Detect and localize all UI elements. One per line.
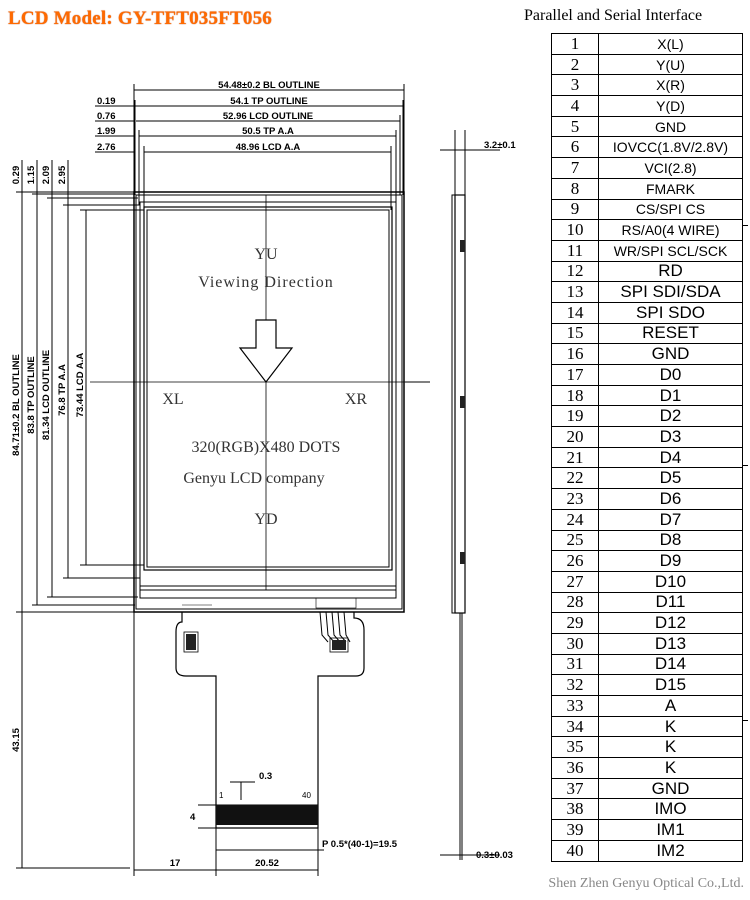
pin-number: 27: [552, 571, 599, 592]
screen-label-xr: XR: [344, 391, 368, 408]
pin-number: 32: [552, 675, 599, 696]
viewing-direction-arrow: [240, 320, 292, 382]
pin-row: [552, 54, 743, 75]
pin-row: [552, 137, 743, 158]
pin-signal: IM1: [599, 820, 743, 841]
pin-number: 4: [552, 96, 599, 117]
screen-label-company: Genyu LCD company: [183, 470, 325, 487]
pin-signal: VCI(2.8): [599, 158, 743, 179]
pin-number: 9: [552, 199, 599, 220]
pin-signal: IMO: [599, 799, 743, 820]
pin-number: 1: [552, 34, 599, 55]
pin-number: 21: [552, 447, 599, 468]
pin-row: [552, 468, 743, 489]
interface-title: Parallel and Serial Interface: [524, 7, 703, 24]
dim-contact-length: 4: [190, 812, 196, 823]
dim-fpc-length: 43.15: [11, 728, 22, 752]
pin-number: 17: [552, 365, 599, 386]
dim-lcd-aa-width: 48.96 LCD A.A: [235, 142, 301, 153]
pin-row: [552, 365, 743, 386]
pin-signal: D14: [599, 654, 743, 675]
pin-row: [552, 199, 743, 220]
pin-row: [552, 302, 743, 323]
pin-row: [552, 696, 743, 717]
dim-left-v2: 1.15: [26, 165, 37, 185]
pin-number: 34: [552, 716, 599, 737]
pin-row: [552, 427, 743, 448]
pin-row: [552, 447, 743, 468]
pin-number: 16: [552, 344, 599, 365]
dim-offset-4: 2.76: [97, 142, 116, 153]
pin-row: [552, 840, 743, 861]
pin-row: [552, 323, 743, 344]
pin-number: 19: [552, 406, 599, 427]
screen-label-viewing-direction: Viewing Direction: [198, 274, 334, 291]
dim-tp-aa-width: 50.5 TP A.A: [242, 126, 294, 137]
pin-signal: D0: [599, 365, 743, 386]
pin-number: 6: [552, 137, 599, 158]
pin-number: 33: [552, 696, 599, 717]
pin-row: [552, 737, 743, 758]
pin-signal: D12: [599, 613, 743, 634]
dim-tp-outline-width: 54.1 TP OUTLINE: [230, 96, 308, 107]
dim-lcd-outline-width: 52.96 LCD OUTLINE: [222, 111, 314, 122]
pin-number: 31: [552, 654, 599, 675]
dim-tp-outline-height: 83.8 TP OUTLINE: [26, 356, 37, 434]
pin-number: 15: [552, 323, 599, 344]
screen-label-resolution: 320(RGB)X480 DOTS: [191, 439, 341, 456]
pin-row: [552, 240, 743, 261]
pin-signal: IOVCC(1.8V/2.8V): [599, 137, 743, 158]
screen-label-yd: YD: [254, 511, 278, 528]
screen-label-xl: XL: [162, 391, 184, 408]
pin-row: [552, 716, 743, 737]
pin-number: 23: [552, 489, 599, 510]
dim-fpc-thickness: 0.3±0.03: [476, 850, 513, 861]
pin-signal: D13: [599, 633, 743, 654]
dim-left-v4: 2.95: [57, 165, 68, 185]
pin-number: 37: [552, 778, 599, 799]
pin-first-label: 1: [219, 791, 224, 800]
pin-row: [552, 220, 743, 241]
pin-signal: X(R): [599, 75, 743, 96]
pin-signal: Y(U): [599, 54, 743, 75]
pin-number: 20: [552, 427, 599, 448]
pin-signal: CS/SPI CS: [599, 199, 743, 220]
pin-signal: D2: [599, 406, 743, 427]
pin-signal: RD: [599, 261, 743, 282]
pin-number: 8: [552, 178, 599, 199]
pin-number: 10: [552, 220, 599, 241]
pin-number: 22: [552, 468, 599, 489]
pin-number: 5: [552, 116, 599, 137]
pin-number: 11: [552, 240, 599, 261]
pin-signal: Y(D): [599, 96, 743, 117]
dim-bl-outline-width: 54.48±0.2 BL OUTLINE: [218, 80, 320, 91]
pin-row: [552, 261, 743, 282]
dim-left-v1: 0.29: [11, 165, 22, 185]
pin-signal: SPI SDO: [599, 302, 743, 323]
pin-signal: X(L): [599, 34, 743, 55]
pin-row: [552, 551, 743, 572]
pin-number: 35: [552, 737, 599, 758]
pin-signal: GND: [599, 344, 743, 365]
pin-signal: D4: [599, 447, 743, 468]
pin-signal: K: [599, 737, 743, 758]
screen-label-yu: YU: [254, 246, 278, 263]
pin-number: 30: [552, 633, 599, 654]
pin-number: 25: [552, 530, 599, 551]
pin-signal: GND: [599, 116, 743, 137]
dim-offset-1: 0.19: [97, 96, 116, 107]
fpc-contacts: [216, 805, 318, 825]
footer-company: Shen Zhen Genyu Optical Co.,Ltd.: [548, 876, 744, 891]
pin-row: [552, 34, 743, 55]
pin-signal: D11: [599, 592, 743, 613]
dim-pin-width: 0.3: [259, 771, 273, 782]
pin-number: 28: [552, 592, 599, 613]
pin-number: 18: [552, 385, 599, 406]
pin-number: 29: [552, 613, 599, 634]
dim-offset-2: 0.76: [97, 111, 116, 122]
pin-signal: D10: [599, 571, 743, 592]
pin-signal: D15: [599, 675, 743, 696]
pin-row: [552, 96, 743, 117]
pin-signal: D3: [599, 427, 743, 448]
pin-number: 14: [552, 302, 599, 323]
pin-signal: SPI SDI/SDA: [599, 282, 743, 303]
pin-signal: D9: [599, 551, 743, 572]
pin-signal: D6: [599, 489, 743, 510]
pin-number: 39: [552, 820, 599, 841]
dim-left-v3: 2.09: [41, 165, 52, 185]
pin-number: 36: [552, 758, 599, 779]
pin-signal: D1: [599, 385, 743, 406]
pin-signal: RS/A0(4 WIRE): [599, 220, 743, 241]
dim-fpc-width: 20.52: [255, 858, 279, 869]
pin-row: [552, 592, 743, 613]
pin-signal: D5: [599, 468, 743, 489]
pin-signal: RESET: [599, 323, 743, 344]
pin-last-label: 40: [302, 791, 311, 800]
pin-row: [552, 158, 743, 179]
pin-signal: IM2: [599, 840, 743, 861]
pin-number: 3: [552, 75, 599, 96]
pin-row: [552, 178, 743, 199]
dim-offset-3: 1.99: [97, 126, 116, 137]
dim-fpc-left-offset: 17: [169, 858, 181, 869]
pin-row: [552, 633, 743, 654]
pin-row: [552, 344, 743, 365]
dim-pin-pitch: P 0.5*(40-1)=19.5: [322, 839, 398, 850]
pin-signal: FMARK: [599, 178, 743, 199]
model-title: LCD Model: GY-TFT035FT056: [8, 8, 272, 29]
dim-tp-aa-height: 76.8 TP A.A: [57, 364, 68, 416]
pin-signal: K: [599, 716, 743, 737]
pin-row: [552, 654, 743, 675]
dim-lcd-outline-height: 81.34 LCD OUTLINE: [41, 349, 52, 441]
dim-module-thickness: 3.2±0.1: [484, 140, 516, 151]
pin-row: [552, 758, 743, 779]
pin-row: [552, 820, 743, 841]
pin-row: [552, 799, 743, 820]
pin-signal: D7: [599, 509, 743, 530]
pin-signal: D8: [599, 530, 743, 551]
pin-signal: A: [599, 696, 743, 717]
pin-table: [551, 33, 743, 862]
pin-number: 7: [552, 158, 599, 179]
pin-number: 38: [552, 799, 599, 820]
pin-signal: GND: [599, 778, 743, 799]
pin-row: [552, 571, 743, 592]
pin-row: [552, 385, 743, 406]
pin-row: [552, 675, 743, 696]
pin-row: [552, 75, 743, 96]
pin-row: [552, 489, 743, 510]
pin-number: 24: [552, 509, 599, 530]
pin-number: 13: [552, 282, 599, 303]
pin-row: [552, 282, 743, 303]
pin-row: [552, 613, 743, 634]
pin-number: 12: [552, 261, 599, 282]
pin-number: 2: [552, 54, 599, 75]
pin-row: [552, 530, 743, 551]
pin-row: [552, 778, 743, 799]
pin-signal: WR/SPI SCL/SCK: [599, 240, 743, 261]
pin-row: [552, 509, 743, 530]
pin-signal: K: [599, 758, 743, 779]
dim-bl-outline-height: 84.71±0.2 BL OUTLINE: [11, 354, 22, 456]
dim-lcd-aa-height: 73.44 LCD A.A: [75, 352, 86, 418]
pin-row: [552, 116, 743, 137]
pin-number: 26: [552, 551, 599, 572]
pin-number: 40: [552, 840, 599, 861]
pin-row: [552, 406, 743, 427]
